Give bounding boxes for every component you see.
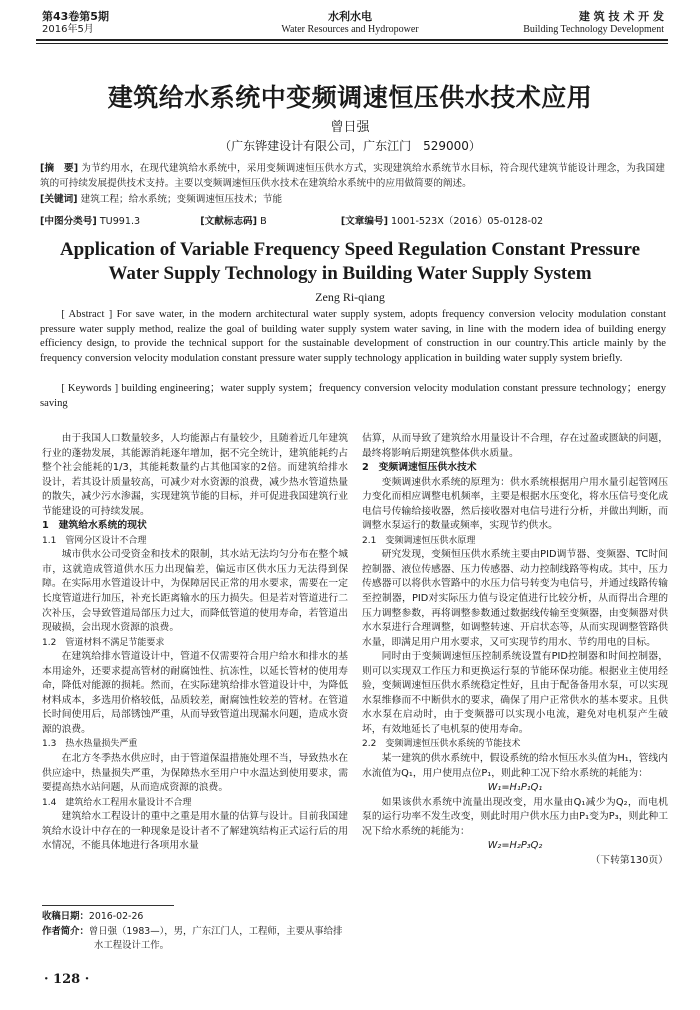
equation-1: W₁=H₁P₁Q₁	[487, 782, 543, 794]
keywords-cn	[40, 193, 665, 208]
paragraph: 在建筑给排水管道设计中，管道不仅需要符合用户给水和排水的基本用途外，还要求提高管材的耐腐蚀性、抗冻性，以延长管材的使用寿命，降低对能源的损耗。然而，在实际建筑给排水管道设计中，为降低材料成本，多选用价格较低，品质较差，耐腐蚀性较差的管材。在管道长时间使用后，局部锈蚀严重，从而导致管道出现漏水问题，造成水资源的浪费。	[42, 651, 348, 735]
keywords-en	[40, 382, 666, 411]
keywords-en-label: [ Keywords ]	[61, 383, 119, 394]
issue-date: 2016年5月	[42, 24, 94, 35]
keywords-cn-label: [关键词]	[40, 194, 78, 205]
page-number: · 128 ·	[44, 972, 90, 987]
left-column	[42, 432, 348, 854]
clc-label: [中图分类号]	[40, 216, 97, 227]
article-no-value: 1001-523X（2016）05-0128-02	[391, 216, 544, 227]
paragraph: 研究发现，变频恒压供水系统主要由PID调节器、变频器、TC时间控制器、液位传感器、压力传感器、动力控制线路等构成。其中，压力传感器可以将供水管路中的水压力信号转变为电信号，并通过线路传输至控制器，PID对实际压力值与设定值进行比较分析，从而得出合理的压力调整参数，再将调整参数通过数据线传输至变频器，由变频器对供水水泵进行合理调整，如调整转速、开启状态等，从而实现调整管路供水量，即满足用户用水要求，又可实现节约用水、节约用电的目标。	[362, 549, 668, 648]
paragraph: 某一建筑的供水系统中，假设系统的给水恒压水头值为H₁，管线内水流值为Q₁，用户使用点位P₁，则此种工况下给水系统的耗能为：	[362, 753, 668, 779]
abstract-cn-text: 为节约用水，在现代建筑给水系统中，采用变频调速恒压供水方式，实现建筑给水系统节水目标，符合现代建筑节能设计理念，为我国建筑的可持续发展提供技术支持。主要以变频调速恒压供水技术在建筑给水系统中的应用做简要的阐述。	[40, 163, 665, 189]
subsection-heading: 2.1 变频调速恒压供水原理	[362, 535, 476, 546]
doc-code-label: [文献标志码]	[200, 216, 258, 227]
section-title: 建 筑 技 术 开 发	[578, 10, 664, 23]
paper-title-cn: 建筑给水系统中变频调速恒压供水技术应用	[107, 83, 593, 112]
keywords-en-text: building engineering；water supply system；frequency conversion velocity modulation constant pressure technology；energy saving	[40, 383, 666, 409]
equation-2: W₂=H₂P₃Q₂	[487, 840, 543, 852]
subsection-heading: 1.4 建筑给水工程用水量设计不合理	[42, 797, 192, 808]
paragraph: 由于我国人口数量较多，人均能源占有量较少，且随着近几年建筑行业的蓬勃发展，其能源消耗逐年增加，据不完全统计，建筑能耗约占整个社会能耗的1/3，其能耗数量约占其他国家的2倍。而建筑给排水设计，若其设计质量较高，可减少对水资源的浪费，减少热水管道热量的散失，减少污水渗漏，实现建筑节能的目标，并可促进我国建筑行业节能建设的可持续发展。	[42, 433, 348, 517]
abstract-en-text: For save water, in the modern architectural water supply system, adopts frequency conversion velocity modulation constant pressure water supply method, realize the goal of building water supply system water saving, in line with the modern idea of building energy efficiency design, to provide the technical support for the sustainable development of construction in our country.This article mainly by the frequency conversion velocity modulation constant pressure water supply technology application in building water supply system briefly.	[40, 309, 667, 364]
affiliation-cn: （广东铧建设计有限公司，广东江门 529000）	[219, 139, 481, 153]
paragraph: 建筑给水工程设计的重中之重是用水量的估算与设计。目前我国建筑给水设计中存在的一种现象是设计者不了解建筑结构正式运行后的用水情况，不能具体地进行各项用水量	[42, 811, 348, 852]
paragraph: 如果该供水系统中流量出现改变，用水量由Q₁减少为Q₂，而电机泵的运行功率不发生改变，则此时用户供水压力由P₁变为P₃，则此种工况下给水系统的耗能为：	[362, 796, 668, 837]
paragraph: 估算，从而导致了建筑给水用量设计不合理，存在过盈或匮缺的问题，最终将影响后期建筑整体供水质量。	[362, 433, 668, 459]
journal-title: 水利水电	[328, 10, 372, 23]
paragraph: 同时由于变频调速恒压控制系统设置有PID控制器和时间控制器，则可以实现双工作压力和更换运行泵的节能环保功能。根据业主使用经验，变频调速恒压供水系统稳定性好，且由于配备备用水泵，可以实现水泵维修而不中断供水的要求，确保了用户正常供水的基本要求。且供水水泵在启动时，由于变频器可以实现小电流，避免对电机泵产生破坏，有效地延长了电机泵的使用寿命。	[362, 651, 668, 735]
issue-label: 第43卷第5期	[42, 10, 109, 23]
bio-text: 曾日强（1983—），男，广东江门人，工程师，主要从事给排水工程设计工作。	[88, 926, 343, 951]
header-rule-thin	[36, 43, 668, 44]
subsection-heading: 1.2 管道材料不满足节能要求	[42, 637, 165, 648]
paragraph: 变频调速供水系统的原理为：供水系统根据用户用水量引起管网压力变化而相应调整电机频率，主要是根据水压变化，将水压信号变化成电信号传输给接收器，然后接收器对电信号进行分析，并做出判断，而调整水泵运行的数量或频率，实现节约供水。	[362, 476, 668, 532]
paragraph: 城市供水公司受资金和技术的限制，其水站无法均匀分布在整个城市，这就造成管道供水压力出现偏差，偏远市区供水压力无法得到保障。在实际用水管道设计中，为保障居民正常的用水要求，需要在一定长度管道进行加压，补充长距离输水的压力损失。但是若对管道进行二次补压，会导致管道局部压力过大，而降低管道的使用寿命，若管道出现破损，会出现水资源的浪费。	[42, 549, 348, 634]
article-no-label: [文章编号]	[340, 216, 388, 227]
footnote-rule	[42, 905, 174, 906]
subsection-heading: 1.3 热水热量损失严重	[42, 739, 138, 750]
classification-row	[40, 213, 665, 227]
author-en: Zeng Ri-qiang	[315, 290, 385, 304]
abstract-en	[40, 308, 666, 366]
received-value: 2016-02-26	[88, 911, 144, 922]
received-date	[42, 910, 348, 924]
keywords-cn-text: 建筑工程；给水系统；变频调速恒压技术；节能	[80, 194, 283, 205]
abstract-en-label: [ Abstract ]	[61, 309, 113, 320]
journal-title-en: Water Resources and Hydropower	[281, 24, 419, 35]
section-title-en: Building Technology Development	[523, 24, 664, 35]
section-heading: 1 建筑给水系统的现状	[42, 520, 147, 532]
paper-title-en: Application of Variable Frequency Speed Regulation Constant Pressure Water Supply Technology in Building Water Supply System	[59, 239, 641, 284]
received-label: 收稿日期：	[42, 911, 89, 922]
header-rule-thick	[36, 39, 668, 41]
bio-label: 作者简介：	[42, 926, 89, 937]
section-heading: 2 变频调速恒压供水技术	[362, 462, 477, 474]
author-bio	[42, 925, 348, 953]
right-column	[362, 432, 668, 868]
subsection-heading: 2.2 变频调速恒压供水系统的节能技术	[362, 739, 521, 750]
continued-note: （下转第130页）	[590, 854, 668, 866]
author-cn: 曾日强	[330, 120, 370, 135]
subsection-heading: 1.1 管网分区设计不合理	[42, 535, 147, 546]
paragraph: 在北方冬季热水供应时，由于管道保温措施处理不当，导致热水在供应途中，热量损失严重，为保障热水至用户中水温达到使用要求，需要提高热水站问题，从而造成资源的浪费。	[42, 753, 348, 794]
doc-code-value: B	[260, 216, 267, 227]
abstract-cn-label: [摘 要]	[40, 163, 79, 174]
abstract-cn	[40, 162, 665, 191]
clc-value: TU991.3	[99, 216, 141, 227]
